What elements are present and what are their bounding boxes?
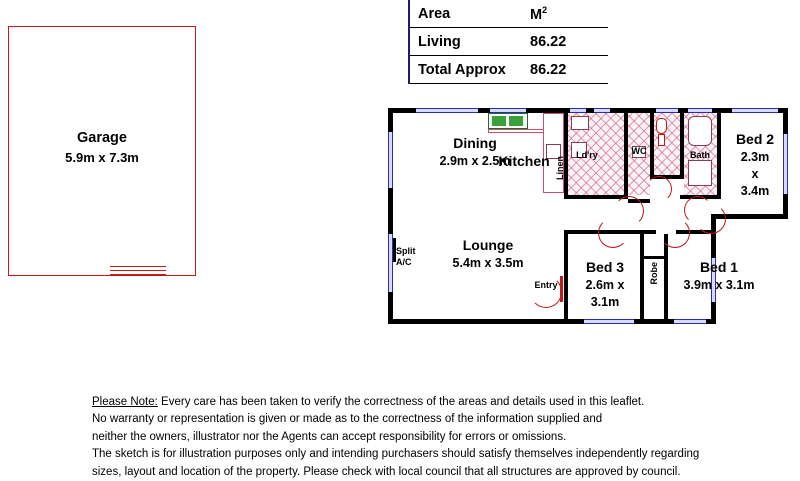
label-robe: Robe bbox=[649, 262, 659, 285]
garage-name: Garage bbox=[77, 130, 127, 146]
label-entry: Entry bbox=[534, 280, 558, 290]
room-label-bed2 bbox=[724, 130, 786, 200]
bed1-name: Bed 1 bbox=[699, 259, 739, 275]
bed3-dimensions: 2.6m x 3.1m bbox=[585, 277, 625, 309]
kitchen-bench-top bbox=[488, 129, 544, 133]
area-row-total-value: 86.22 bbox=[530, 61, 567, 78]
shower-icon bbox=[688, 160, 712, 186]
disclaimer-line-3: neither the owners, illustrator nor the Agents can accept responsibility for errors or omissions. bbox=[92, 430, 567, 443]
toilet-cistern-icon bbox=[658, 134, 665, 146]
disclaimer-text bbox=[92, 394, 752, 481]
area-row-total bbox=[410, 56, 608, 84]
area-table-header-row bbox=[410, 0, 608, 28]
laundry-tub-icon bbox=[571, 116, 589, 130]
split-ac-line1: Split bbox=[396, 246, 416, 256]
garage-label bbox=[8, 128, 196, 168]
window-dining-top bbox=[416, 108, 478, 113]
label-laundry: Ld'ry bbox=[576, 150, 598, 160]
door-swing-bed3 bbox=[598, 218, 628, 248]
wall-internal-robe-top bbox=[640, 256, 668, 259]
area-table bbox=[408, 0, 608, 84]
door-swing-wc bbox=[646, 176, 672, 202]
bed2-dim-line3: 3.4m bbox=[740, 183, 770, 198]
area-row-living-label: Living bbox=[418, 33, 461, 50]
label-wc: WC bbox=[631, 146, 647, 156]
door-swing-bed2 bbox=[696, 204, 726, 234]
window-bed1-bottom bbox=[674, 319, 706, 324]
bed2-dim-line1: 2.3m bbox=[740, 149, 770, 164]
room-label-lounge bbox=[418, 236, 558, 272]
wall-internal-lounge-right bbox=[564, 230, 568, 324]
door-swing-bed1 bbox=[660, 218, 690, 248]
bed2-name: Bed 2 bbox=[735, 131, 775, 147]
bathtub-icon bbox=[688, 116, 712, 146]
area-header-label: Area bbox=[418, 5, 451, 22]
disclaimer-line-4: The sketch is for illustration purposes only and intending purchasers should satisfy themselves independently regarding bbox=[92, 448, 700, 461]
disclaimer-line-1-rest: Every care has been taken to verify the correctness of the areas and details used in this leaflet. bbox=[157, 396, 645, 408]
window-bed2-top bbox=[732, 108, 778, 113]
kitchen-name: Kitchen bbox=[498, 153, 550, 169]
split-ac-line2: A/C bbox=[396, 257, 412, 268]
disclaimer-line-1 bbox=[92, 394, 752, 411]
label-split-ac bbox=[396, 246, 430, 269]
area-header-unit: $M^2$ bbox=[530, 4, 548, 23]
kitchen-sink-bowl-1 bbox=[492, 116, 506, 126]
disclaimer-line-5: sizes, layout and location of the property. Please check with local council that all structures are approved by council. bbox=[92, 465, 681, 478]
area-row-total-label: Total Approx bbox=[418, 61, 506, 78]
bed1-dimensions: 3.9m x 3.1m bbox=[683, 277, 755, 292]
kitchen-sink-bowl-2 bbox=[509, 116, 523, 126]
disclaimer-line-2: No warranty or representation is given or made as to the correctness of the information supplied and bbox=[92, 413, 603, 426]
label-linen: Linen bbox=[555, 156, 565, 180]
disclaimer-lead: Please Note: bbox=[92, 396, 158, 408]
room-label-kitchen bbox=[484, 152, 564, 171]
lounge-dimensions: 5.4m x 3.5m bbox=[452, 255, 524, 270]
bed2-dim-line2: x bbox=[751, 166, 759, 181]
area-row-living bbox=[410, 28, 608, 56]
wall-exterior-right-step bbox=[716, 214, 788, 219]
label-bath: Bath bbox=[690, 150, 710, 160]
window-dining-left bbox=[388, 132, 393, 188]
garage-door-icon bbox=[110, 266, 166, 274]
window-bed3-bottom bbox=[584, 319, 634, 324]
wall-internal-bed1-left bbox=[664, 234, 668, 324]
lounge-name: Lounge bbox=[462, 237, 514, 253]
garage-dimensions: 5.9m x 7.3m bbox=[65, 150, 139, 166]
room-label-bed3 bbox=[570, 258, 640, 311]
toilet-icon bbox=[656, 118, 667, 134]
dining-name: Dining bbox=[453, 135, 497, 151]
house-floorplan bbox=[388, 108, 788, 324]
wall-internal-bed2-left bbox=[717, 113, 721, 199]
bed3-name: Bed 3 bbox=[585, 259, 625, 275]
room-label-bed1 bbox=[670, 258, 768, 294]
dining-dimensions: 2.9m x 2.5m bbox=[439, 153, 511, 168]
area-row-living-value: 86.22 bbox=[530, 33, 567, 50]
wall-internal-bed3-right bbox=[640, 234, 644, 324]
